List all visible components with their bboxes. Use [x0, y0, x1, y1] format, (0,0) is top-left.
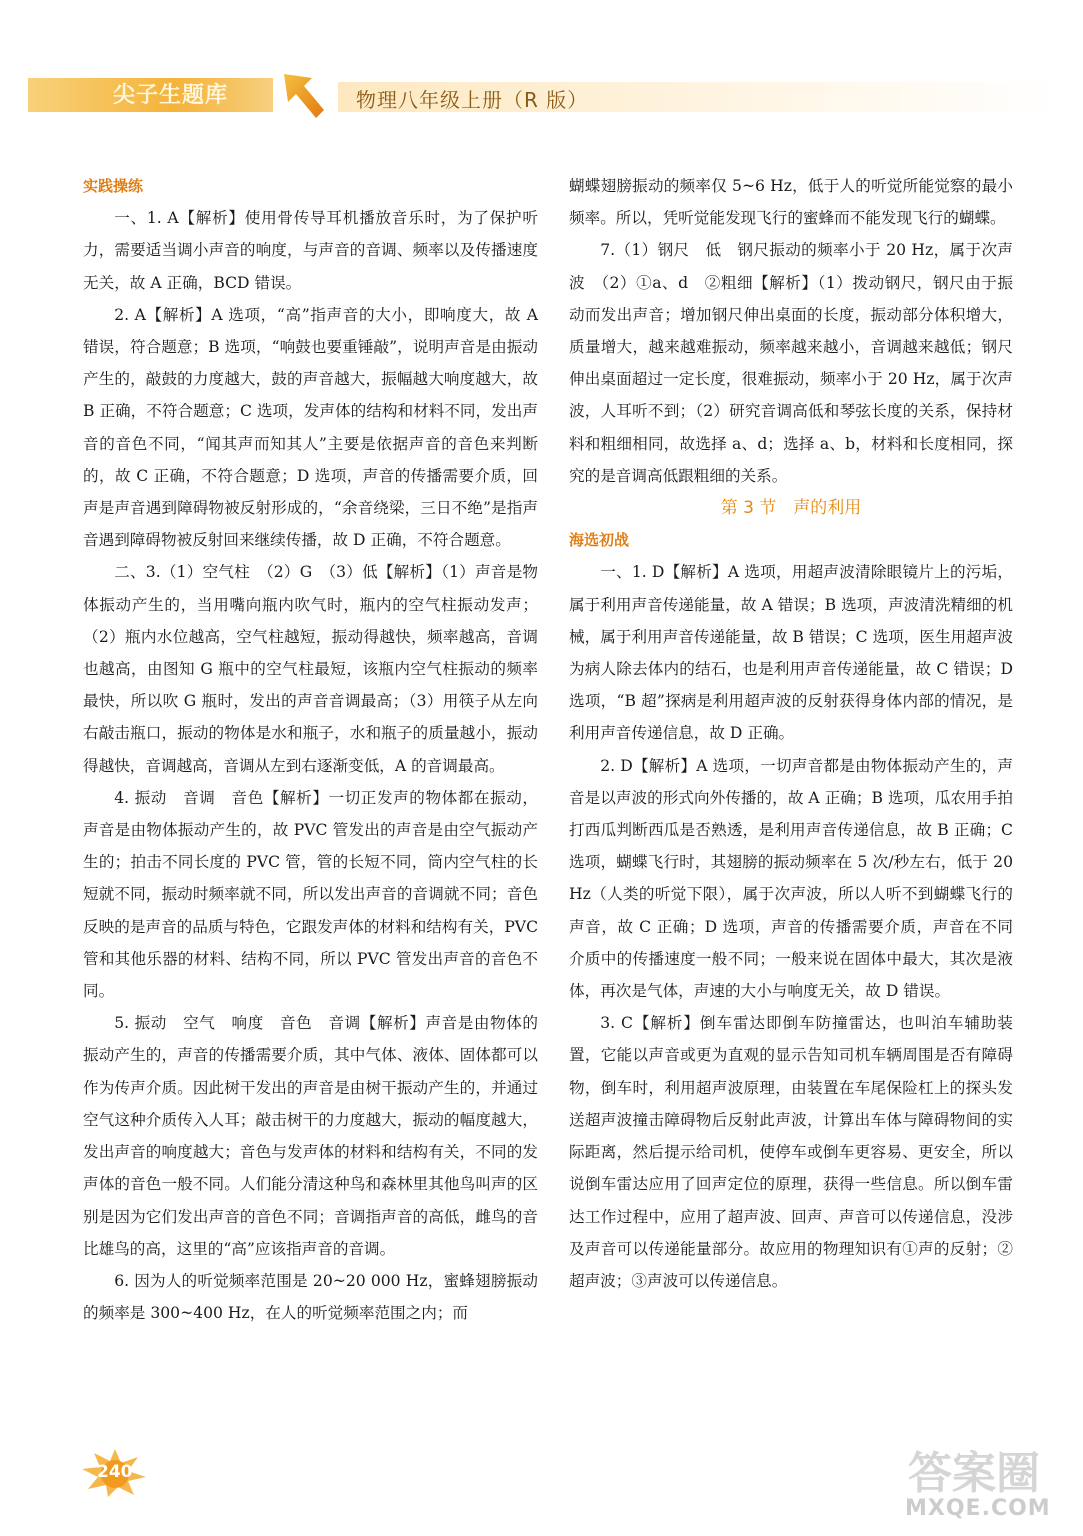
watermark-domain: MXQE.COM: [905, 1496, 1051, 1521]
answer-paragraph: 二、3.（1）空气柱 （2）G （3）低【解析】（1）声音是物体振动产生的，当用嘴向瓶内吹气时，瓶内的空气柱振动发声；（2）瓶内水位越高，空气柱越短，振动得越快，频率越高，音调也越高，由图知 G 瓶中的空气柱最短，该瓶内空气柱振动的频率最快，所以吹 G 瓶时，发出的声音音调最高；（3）用筷子从左向右敲击瓶口，振动的物体是水和瓶子，水和瓶子的质量越小，振动得越快，音调越高，音调从左到右逐渐变低，A 的音调最高。: [83, 563, 538, 775]
answer-paragraph: 一、1. A【解析】使用骨传导耳机播放音乐时，为了保护听力，需要适当调小声音的响度，与声音的音调、频率以及传播速度无关，故 A 正确，BCD 错误。: [83, 209, 538, 292]
page-header: [28, 74, 1058, 118]
book-title: 物理八年级上册（R 版）: [356, 88, 589, 112]
answer-paragraph: 蝴蝶翅膀振动的频率仅 5~6 Hz，低于人的听觉所能觉察的最小频率。所以，凭听觉能发现飞行的蜜蜂而不能发现飞行的蝴蝶。: [569, 177, 1013, 228]
answer-paragraph: 一、1. D【解析】A 选项，用超声波清除眼镜片上的污垢，属于利用声音传递能量，故 A 错误；B 选项，声波清洗精细的机械，属于利用声音传递能量，故 B 错误；C 选项，医生用超声波为病人除去体内的结石，也是利用声音传递能量，故 C 错误；D 选项，“B 超”探病是利用超声波的反射获得身体内部的情况，是利用声音传递信息，故 D 正确。: [569, 563, 1013, 743]
left-column: [83, 170, 538, 1329]
brand-label: 尖子生题库: [113, 83, 229, 108]
answer-paragraph: 3. C【解析】倒车雷达即倒车防撞雷达，也叫泊车辅助装置，它能以声音或更为直观的显示告知司机车辆周围是否有障碍物，倒车时，利用超声波原理，由装置在车尾保险杠上的探头发送超声波撞击障碍物后反射此声波，计算出车体与障碍物间的实际距离，然后提示给司机，使停车或倒车更容易、更安全，所以说倒车雷达应用了回声定位的原理，获得一些信息。所以倒车雷达工作过程中，应用了超声波、回声、声音可以传递信息，没涉及声音可以传递能量部分。故应用的物理知识有①声的反射；②超声波；③声波可以传递信息。: [569, 1014, 1013, 1290]
answer-paragraph: 7.（1）钢尺 低 钢尺振动的频率小于 20 Hz，属于次声波 （2）①a、d ②粗细【解析】（1）拨动钢尺，钢尺由于振动而发出声音；增加钢尺伸出桌面的长度，振动部分体积增大，质量增大，越来越难振动，频率越来越小，音调越来越低；钢尺伸出桌面超过一定长度，很难振动，频率小于 20 Hz，属于次声波，人耳听不到；（2）研究音调高低和琴弦长度的关系，保持材料和粗细相同，故选择 a、d；选择 a、b，材料和长度相同，探究的是音调高低跟粗细的关系。: [569, 241, 1013, 485]
answer-paragraph: 5. 振动 空气 响度 音色 音调【解析】声音是由物体的振动产生的，声音的传播需要介质，其中气体、液体、固体都可以作为传声介质。因此树干发出的声音是由树干振动产生的，并通过空气这种介质传入人耳；敲击树干的力度越大，振动的幅度越大，发出声音的响度越大；音色与发声体的材料和结构有关，不同的发声体的音色一般不同。人们能分清这种鸟和森林里其他鸟叫声的区别是因为它们发出声音的音色不同；音调指声音的高低，雌鸟的音比雄鸟的高，这里的“高”应该指声音的音调。: [83, 1014, 538, 1258]
answer-paragraph: 4. 振动 音调 音色【解析】一切正发声的物体都在振动，声音是由物体振动产生的，故 PVC 管发出的声音是由空气振动产生的；拍击不同长度的 PVC 管，管的长短不同，筒内空气柱的长短就不同，振动时频率就不同，所以发出声音的音调就不同；音色反映的是声音的品质与特色，它跟发声体的材料和结构有关，PVC 管和其他乐器的材料、结构不同，所以 PVC 管发出声音的音色不同。: [83, 788, 538, 1001]
right-column: [569, 170, 1013, 1297]
section-tag-preliminary: 海选初战: [569, 531, 630, 550]
answer-paragraph: 2. D【解析】A 选项，一切声音都是由物体振动产生的，声音是以声波的形式向外传播的，故 A 正确；B 选项，瓜农用手拍打西瓜判断西瓜是否熟透，是利用声音传递信息，故 B 正确；C 选项，蝴蝶飞行时，其翅膀的振动频率在 5 次/秒左右，低于 20 Hz（人类的听觉下限），属于次声波，所以人听不到蝴蝶飞行的声音，故 C 正确；D 选项，声音的传播需要介质，声音在不同介质中的传播速度一般不同；一般来说在固体中最大，其次是液体，再次是气体，声速的大小与响度无关，故 D 错误。: [569, 756, 1013, 1001]
section-title: 第 3 节 声的利用: [720, 498, 862, 519]
watermark-title: 答案圈: [908, 1448, 1040, 1499]
arrow-icon: [278, 70, 330, 122]
page-number: 240: [97, 1462, 133, 1482]
answer-paragraph: 2. A【解析】A 选项，“高”指声音的大小，即响度大，故 A 错误，符合题意；B 选项，“响鼓也要重锤敲”，说明声音是由振动产生的，敲鼓的力度越大，鼓的声音越大，振幅越大响度越大，故 B 正确，不符合题意；C 选项，发声体的结构和材料不同，发出声音的音色不同，“闻其声而知其人”主要是依据声音的音色来判断的，故 C 正确，不符合题意；D 选项，声音的传播需要介质，回声是声音遇到障碍物被反射形成的，“余音绕梁，三日不绝”是指声音遇到障碍物被反射回来继续传播，故 D 正确，不符合题意。: [83, 305, 538, 550]
answer-paragraph: 6. 因为人的听觉频率范围是 20~20 000 Hz，蜜蜂翅膀振动的频率是 300~400 Hz，在人的听觉频率范围之内；而: [83, 1271, 538, 1323]
section-tag-practice: 实践操练: [83, 177, 144, 195]
